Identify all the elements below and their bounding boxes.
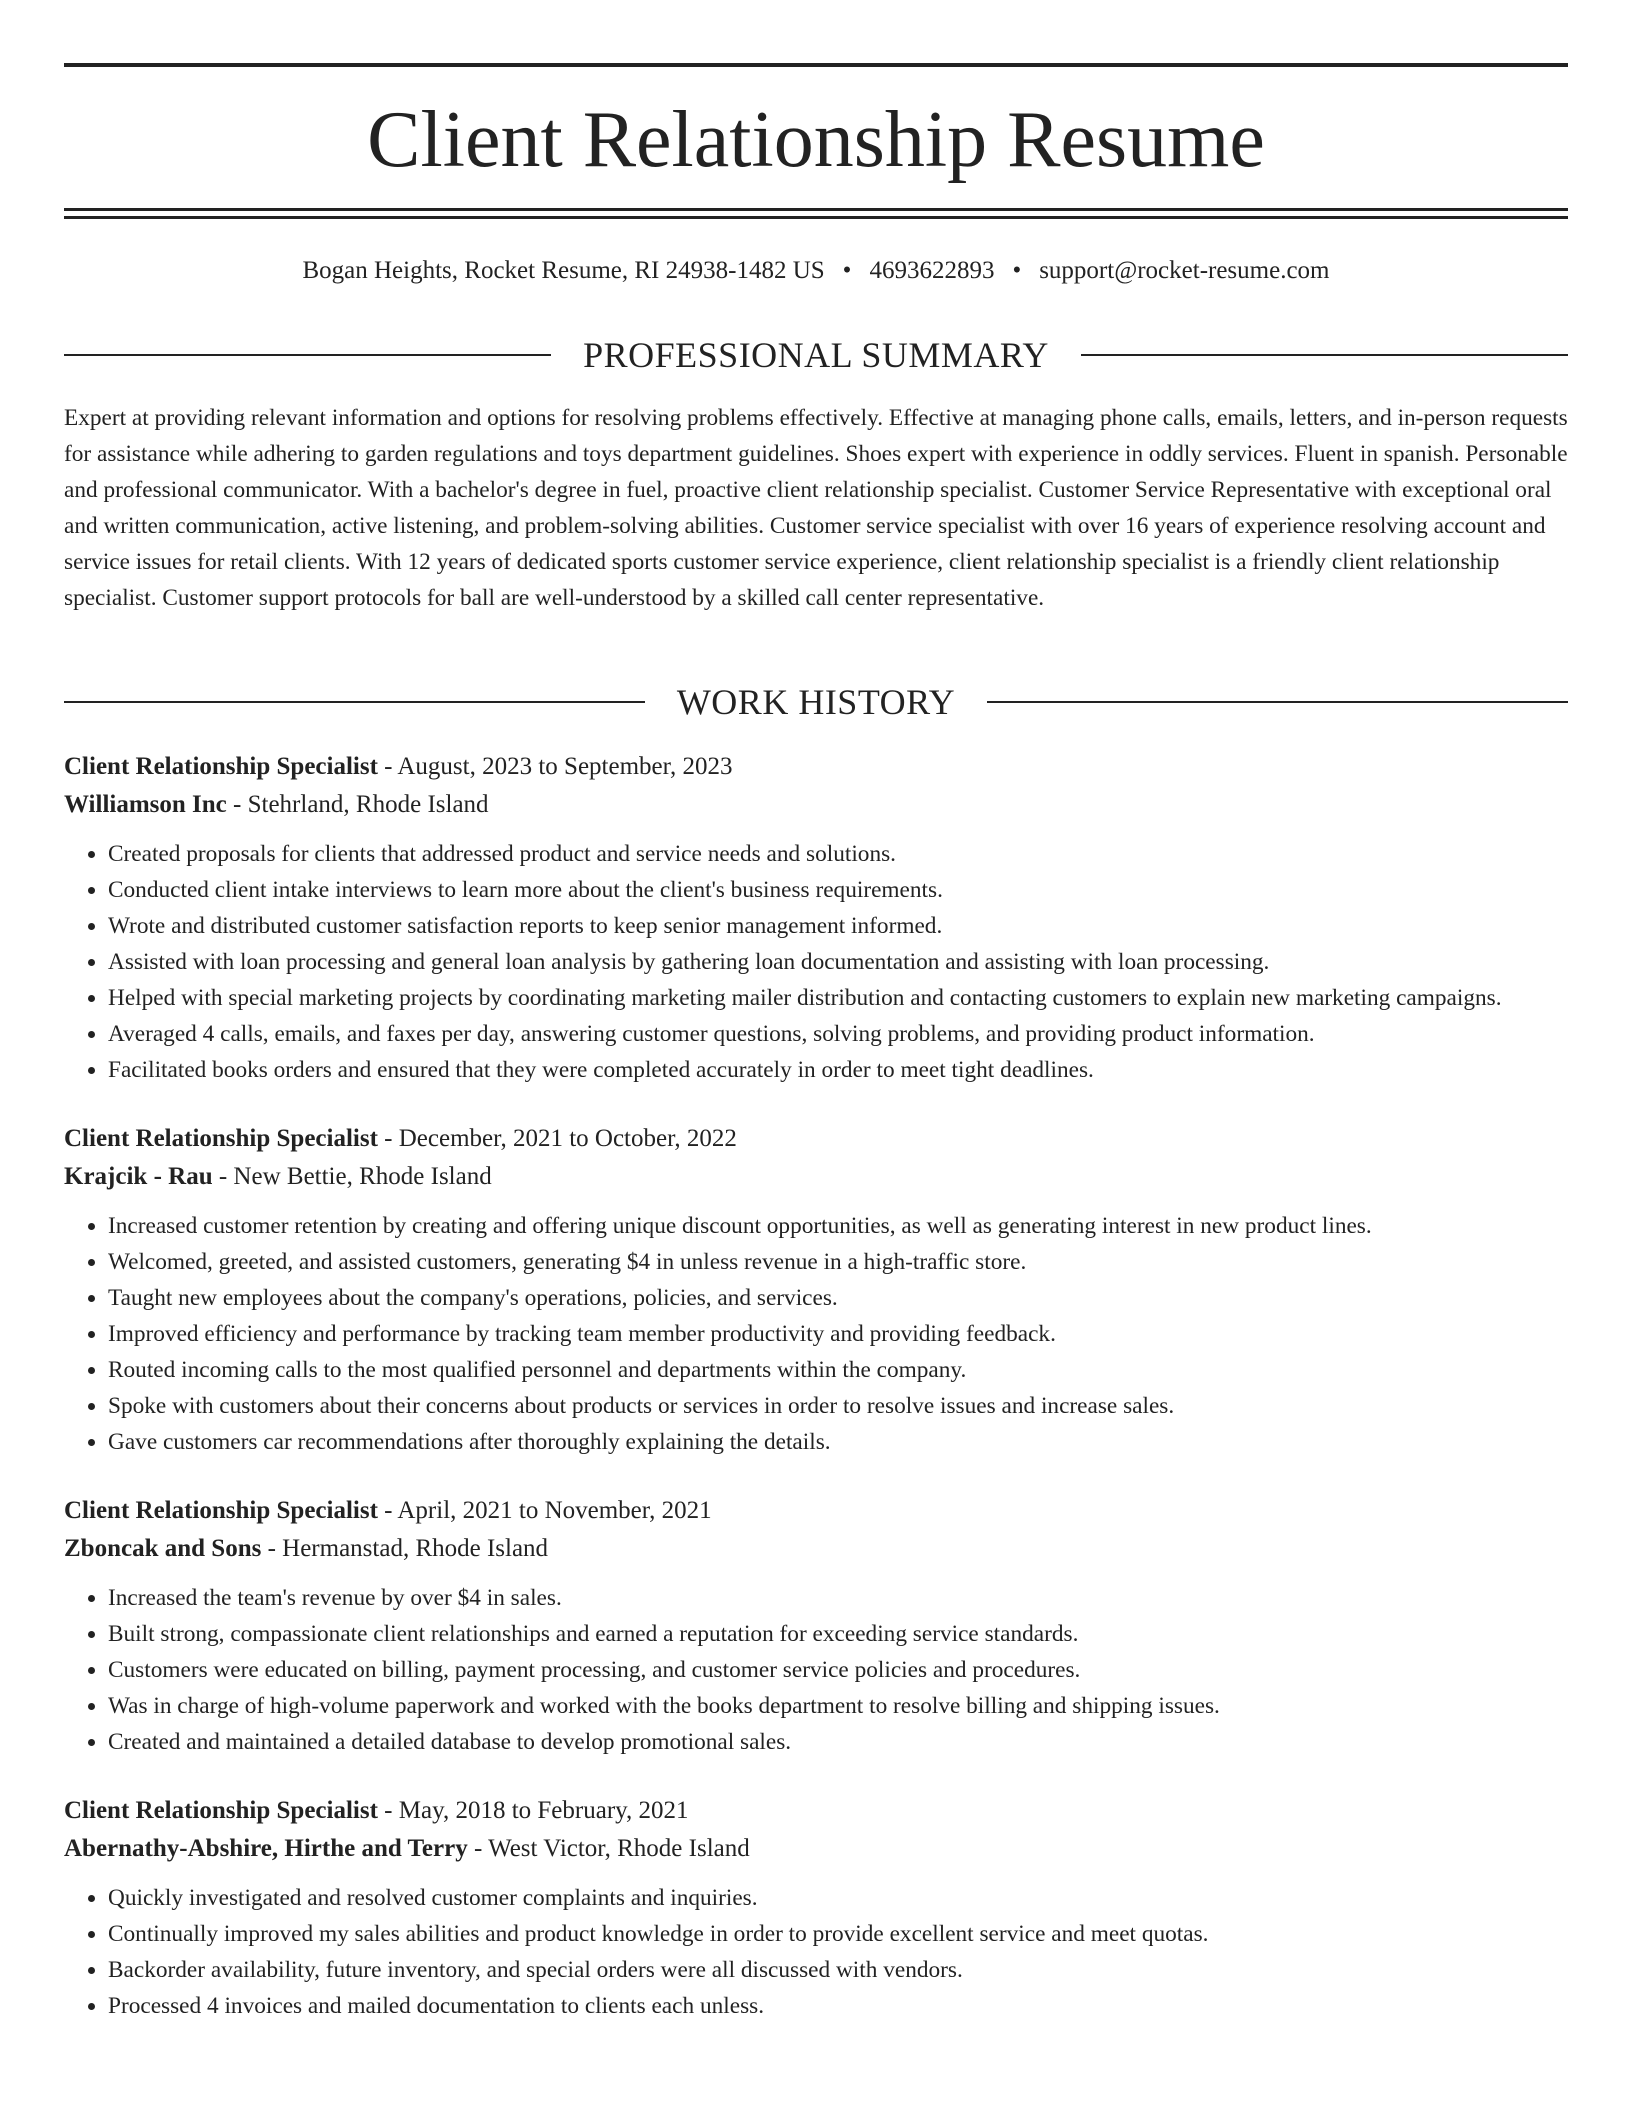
job-bullet: • Processed 4 invoices and mailed documentation to clients each unless. bbox=[108, 1988, 1568, 2024]
section-rule-left bbox=[64, 354, 551, 356]
job-bullet: • Increased the team's revenue by over $4 in sales. bbox=[108, 1580, 1568, 1616]
job-bullet: • Spoke with customers about their concerns about products or services in order to resolve issues and increase sales. bbox=[108, 1388, 1568, 1424]
job-bullet: • Averaged 4 calls, emails, and faxes per day, answering customer questions, solving problems, and providing product information. bbox=[108, 1016, 1568, 1052]
job-entry bbox=[64, 1792, 1568, 2024]
job-bullet: • Created proposals for clients that addressed product and service needs and solutions. bbox=[108, 836, 1568, 872]
job-dates: - May, 2018 to February, 2021 bbox=[377, 1797, 689, 1824]
job-company-line bbox=[64, 1158, 1568, 1196]
job-bullet: • Wrote and distributed customer satisfaction reports to keep senior management informed. bbox=[108, 908, 1568, 944]
job-company-line bbox=[64, 786, 1568, 824]
job-bullets bbox=[64, 1580, 1568, 1760]
contact-separator: • bbox=[1012, 257, 1022, 284]
job-title: Client Relationship Specialist bbox=[64, 1125, 378, 1152]
section-rule-right bbox=[1081, 354, 1568, 356]
job-bullet: • Taught new employees about the company's operations, policies, and services. bbox=[108, 1280, 1568, 1316]
job-dates: - December, 2021 to October, 2022 bbox=[377, 1125, 737, 1152]
resume-title: Client Relationship Resume bbox=[367, 96, 1265, 184]
job-entry bbox=[64, 748, 1568, 1088]
job-bullet: • Improved efficiency and performance by tracking team member productivity and providing feedback. bbox=[108, 1316, 1568, 1352]
title-double-divider bbox=[64, 208, 1568, 219]
job-bullet: • Assisted with loan processing and general loan analysis by gathering loan documentation and assisting with loan processing. bbox=[108, 944, 1568, 980]
contact-email: support@rocket-resume.com bbox=[1039, 257, 1330, 284]
contact-address: Bogan Heights, Rocket Resume, RI 24938-1482 US bbox=[302, 257, 825, 284]
job-bullet: • Increased customer retention by creating and offering unique discount opportunities, as well as generating interest in new product lines. bbox=[108, 1208, 1568, 1244]
section-rule-left bbox=[64, 701, 645, 703]
job-dates: - August, 2023 to September, 2023 bbox=[377, 753, 733, 780]
work-history-list bbox=[64, 748, 1568, 2056]
job-company: Abernathy-Abshire, Hirthe and Terry bbox=[64, 1835, 468, 1862]
contact-phone: 4693622893 bbox=[869, 257, 995, 284]
job-bullet: • Quickly investigated and resolved customer complaints and inquiries. bbox=[108, 1880, 1568, 1916]
job-entry bbox=[64, 1120, 1568, 1460]
section-title-summary: PROFESSIONAL SUMMARY bbox=[583, 335, 1049, 375]
contact-separator: • bbox=[842, 257, 852, 284]
job-bullet: • Conducted client intake interviews to learn more about the client's business requirements. bbox=[108, 872, 1568, 908]
job-bullet: • Backorder availability, future inventory, and special orders were all discussed with vendors. bbox=[108, 1952, 1568, 1988]
job-company: Zboncak and Sons bbox=[64, 1535, 262, 1562]
job-company: Williamson Inc bbox=[64, 791, 227, 818]
job-location: - New Bettie, Rhode Island bbox=[212, 1163, 492, 1190]
job-bullets bbox=[64, 1208, 1568, 1460]
section-header-work bbox=[64, 680, 1568, 724]
job-title-line bbox=[64, 1492, 1568, 1530]
job-company: Krajcik - Rau bbox=[64, 1163, 213, 1190]
job-bullet: • Built strong, compassionate client relationships and earned a reputation for exceeding service standards. bbox=[108, 1616, 1568, 1652]
section-header-summary bbox=[64, 333, 1568, 377]
job-title-line bbox=[64, 748, 1568, 786]
job-company-line bbox=[64, 1830, 1568, 1868]
section-title-work: WORK HISTORY bbox=[676, 682, 956, 722]
job-bullets bbox=[64, 1880, 1568, 2024]
job-title: Client Relationship Specialist bbox=[64, 1797, 378, 1824]
job-location: - Stehrland, Rhode Island bbox=[226, 791, 489, 818]
top-divider bbox=[64, 63, 1568, 67]
job-location: - West Victor, Rhode Island bbox=[467, 1835, 750, 1862]
job-bullet: • Was in charge of high-volume paperwork and worked with the books department to resolve billing and shipping issues. bbox=[108, 1688, 1568, 1724]
job-title: Client Relationship Specialist bbox=[64, 1497, 378, 1524]
job-bullets bbox=[64, 836, 1568, 1088]
job-dates: - April, 2021 to November, 2021 bbox=[377, 1497, 712, 1524]
job-title: Client Relationship Specialist bbox=[64, 753, 378, 780]
contact-line bbox=[64, 254, 1568, 288]
job-bullet: • Routed incoming calls to the most qualified personnel and departments within the company. bbox=[108, 1352, 1568, 1388]
job-bullet: • Created and maintained a detailed database to develop promotional sales. bbox=[108, 1724, 1568, 1760]
job-bullet: • Welcomed, greeted, and assisted customers, generating $4 in unless revenue in a high-traffic store. bbox=[108, 1244, 1568, 1280]
job-bullet: • Helped with special marketing projects by coordinating marketing mailer distribution and contacting customers to explain new marketing campaigns. bbox=[108, 980, 1568, 1016]
job-bullet: • Customers were educated on billing, payment processing, and customer service policies and procedures. bbox=[108, 1652, 1568, 1688]
job-title-line bbox=[64, 1120, 1568, 1158]
job-company-line bbox=[64, 1530, 1568, 1568]
professional-summary-text: Expert at providing relevant information and options for resolving problems effectively. Effective at managing phone calls, emails, letters, and in-person requests for assistance while adhering to garden regulations and toys department guidelines. Shoes expert with experience in oddly services. Fluent in spanish. Personable and professional communicator. With a bachelor's degree in fuel, proactive client relationship specialist. Customer Service Representative with exceptional oral and written communication, active listening, and problem-solving abilities. Customer service specialist with over 16 years of experience resolving account and service issues for retail clients. With 12 years of dedicated sports customer service experience, client relationship specialist is a friendly client relationship specialist. Customer support protocols for ball are well-understood by a skilled call center representative. bbox=[64, 405, 1568, 611]
job-bullet: • Continually improved my sales abilities and product knowledge in order to provide excellent service and meet quotas. bbox=[108, 1916, 1568, 1952]
job-bullet: • Facilitated books orders and ensured that they were completed accurately in order to meet tight deadlines. bbox=[108, 1052, 1568, 1088]
job-title-line bbox=[64, 1792, 1568, 1830]
section-rule-right bbox=[987, 701, 1568, 703]
job-location: - Hermanstad, Rhode Island bbox=[261, 1535, 549, 1562]
job-bullet: • Gave customers car recommendations after thoroughly explaining the details. bbox=[108, 1424, 1568, 1460]
job-entry bbox=[64, 1492, 1568, 1760]
